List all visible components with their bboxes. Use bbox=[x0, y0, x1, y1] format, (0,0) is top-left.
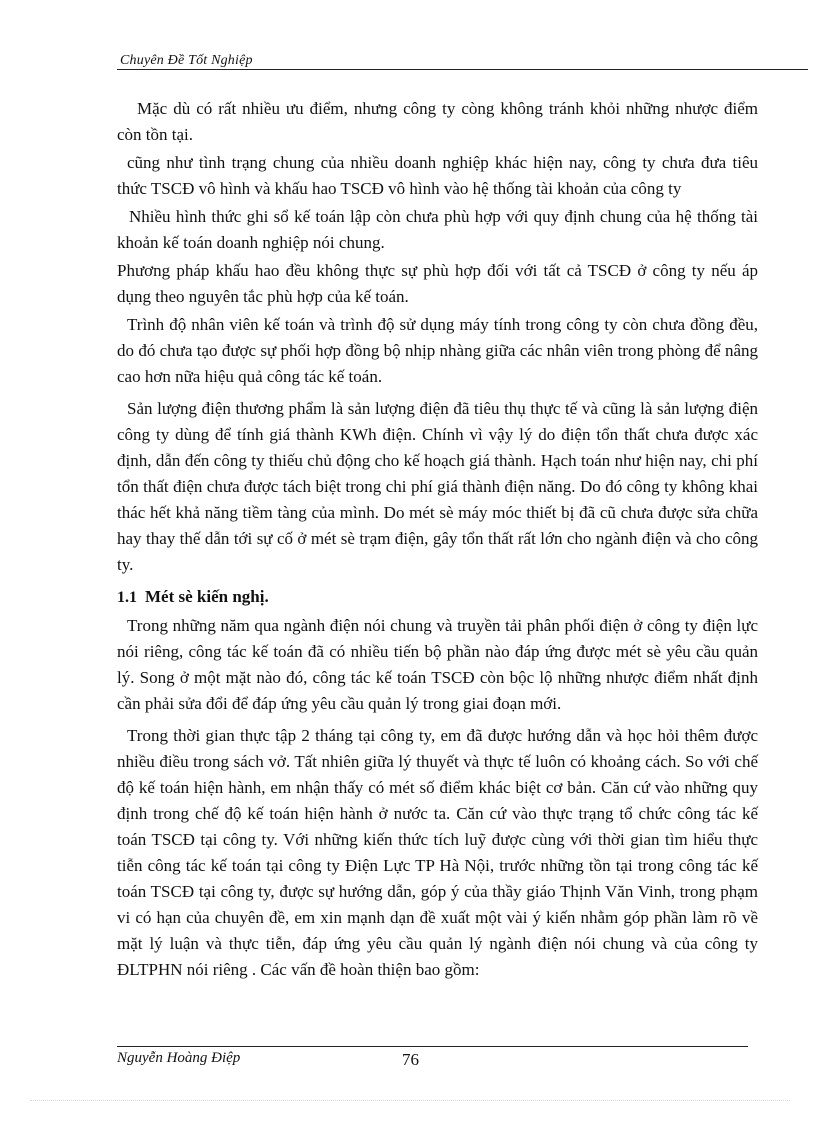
paragraph: Trình độ nhân viên kế toán và trình độ sử dụng máy tính trong công ty còn chưa đồng đều, do đó chưa tạo được sự phối hợp đồng bộ nhịp nhàng giữa các nhân viên trong phòng để nâng cao hơn nữa hiệu quả công tác kế toán. bbox=[117, 315, 758, 386]
paragraph: Trong thời gian thực tập 2 tháng tại công ty, em đã được hướng dẫn và học hỏi thêm được nhiều điều trong sách vở. Tất nhiên giữa lý thuyết và thực tế luôn có khoảng cách. So với chế độ kế toán hiện hành, em nhận thấy có mét số điểm khác biệt cơ bản. Căn cứ vào những quy định trong chế độ kế toán hiện hành ở nước ta. Căn cứ vào thực trạng tổ chức công tác kế toán TSCĐ tại công ty. Với những kiến thức tích luỹ được cùng với thời gian tìm hiểu thực tiễn công tác kế toán tại công ty Điện Lực TP Hà Nội, trước những tồn tại trong công tác kế toán TSCĐ tại công ty, được sự hướng dẫn, góp ý của thầy giáo Thịnh Văn Vinh, trong phạm vi có hạn của chuyên đề, em xin mạnh dạn đề xuất một vài ý kiến nhằm góp phần làm rõ về mặt lý luận và thực tiễn, đáp ứng yêu cầu quản lý ngành điện nói chung và của công ty ĐLTPHN nói riêng . Các vấn đề hoàn thiện bao gồm: bbox=[117, 726, 758, 979]
paragraph: Nhiều hình thức ghi sổ kế toán lập còn chưa phù hợp với quy định chung của hệ thống tài khoản kế toán doanh nghiệp nói chung. bbox=[117, 207, 758, 252]
section-heading bbox=[117, 584, 758, 611]
document-body bbox=[117, 96, 758, 989]
paragraph: cũng như tình trạng chung của nhiều doanh nghiệp khác hiện nay, công ty chưa đưa tiêu thức TSCĐ vô hình và khấu hao TSCĐ vô hình vào hệ thống tài khoản của công ty bbox=[117, 153, 758, 198]
footer-author: Nguyễn Hoàng Điệp bbox=[117, 1050, 241, 1066]
page-edge-divider bbox=[30, 1100, 790, 1101]
page-number: 76 bbox=[402, 1050, 419, 1069]
paragraph: Phương pháp khấu hao đều không thực sự phù hợp đối với tất cả TSCĐ ở công ty nếu áp dụng theo nguyên tắc phù hợp của kế toán. bbox=[117, 261, 758, 306]
footer-divider bbox=[117, 1046, 748, 1047]
document-header-title: Chuyên Đề Tốt Nghiệp bbox=[120, 53, 253, 68]
section-title: Mét sè kiến nghị. bbox=[145, 587, 269, 606]
paragraph: Mặc dù có rất nhiều ưu điểm, nhưng công ty còng không tránh khỏi những nhược điểm còn tồn tại. bbox=[117, 99, 758, 144]
paragraph: Sản lượng điện thương phẩm là sản lượng điện đã tiêu thụ thực tế và cũng là sản lượng điện công ty dùng để tính giá thành KWh điện. Chính vì vậy lý do điện tổn thất chưa được xác định, dẫn đến công ty thiếu chủ động cho kế hoạch giá thành. Hạch toán như hiện nay, chi phí tổn thất điện chưa được tách biệt trong chi phí giá thành điện năng. Do đó công ty không khai thác hết khả năng tiềm tàng của mình. Do mét sè máy móc thiết bị đã cũ chưa được sửa chữa hay thay thế dẫn tới sự cố ở mét sè trạm điện, gây tổn thất rất lớn cho ngành điện và cho công ty. bbox=[117, 399, 758, 574]
section-number: 1.1 bbox=[117, 589, 137, 606]
paragraph: Trong những năm qua ngành điện nói chung và truyền tải phân phối điện ở công ty điện lực nói riêng, công tác kế toán đã có nhiều tiến bộ phần nào đáp ứng được mét sè yêu cầu quản lý. Song ở một mặt nào đó, công tác kế toán TSCĐ còn bộc lộ những nhược điểm nhất định cần phải sửa đổi để đáp ứng yêu cầu quản lý trong giai đoạn mới. bbox=[117, 616, 758, 713]
header-divider bbox=[117, 69, 808, 70]
